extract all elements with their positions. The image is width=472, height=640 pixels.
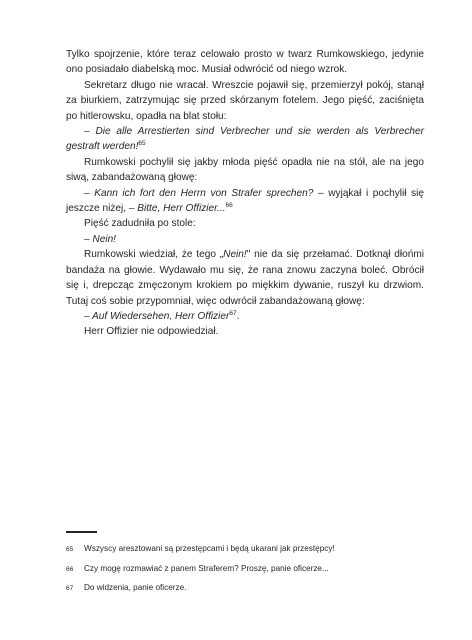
paragraph-4: Rumkowski pochylił się jakby młoda pięść opadła nie na stół, ale na jego siwą, zabandażowaną głowę:: [66, 156, 424, 184]
period: .: [236, 310, 240, 322]
paragraph-9: [66, 309, 424, 324]
narration-5: – wyjąkał i pochylił się jeszcze niżej,: [66, 187, 424, 215]
german-speech-1: – Die alle Arrestierten sind Verbrecher und sie werden als Verbrecher gestraft werden!: [66, 126, 424, 153]
footnote-number: 65: [66, 546, 74, 553]
paragraph-10: Herr Offizier nie odpowiedział.: [84, 326, 219, 338]
paragraph-2: Sekretarz długo nie wracał. Wreszcie pojawił się, przemierzył pokój, stanął za biurkiem, zatrzymując się przed skórzanym fotelem. Jego pięść, zaciśnięta po hitlerowsku, opadła na blat stołu:: [66, 79, 424, 122]
german-speech-2: – Kann ich fort den Herrn von Strafer sprechen?: [84, 187, 314, 199]
paragraph-8: [66, 247, 424, 309]
footnote-ref-65: 65: [138, 140, 146, 148]
footnote-text: Czy mogę rozmawiać z panem Straferem? Proszę, panie oficerze...: [84, 564, 329, 573]
main-text: [66, 47, 424, 340]
footnote-number: 66: [66, 566, 74, 573]
footnote-number: 67: [66, 585, 74, 592]
narration-8a: Rumkowski wiedział, że tego „: [84, 249, 224, 261]
footnote-text: Do widzenia, panie oficerze.: [84, 583, 187, 592]
paragraph-1: Tylko spojrzenie, które teraz celowało prosto w twarz Rumkowskiego, jedynie ono posiadało diabelską moc. Musiał odwrócić od niego wzrok.: [66, 49, 424, 76]
footnote-66: [66, 563, 426, 575]
paragraph-7: – Nein!: [84, 233, 116, 245]
paragraph-5: [66, 186, 424, 217]
footnote-separator: [66, 531, 97, 533]
paragraph-3: [66, 124, 424, 155]
footnote-ref-67: 67: [229, 309, 237, 317]
paragraph-6: Pięść zadudniła po stole:: [84, 218, 196, 230]
footnote-67: [66, 582, 426, 594]
footnote-65: [66, 543, 426, 555]
german-speech-3: – Bitte, Herr Offizier...: [128, 203, 226, 215]
footnote-text: Wszyscy aresztowani są przestępcami i będą ukarani jak przestępcy!: [84, 544, 335, 553]
footnote-ref-66: 66: [225, 202, 233, 210]
german-speech-4: – Auf Wiedersehen, Herr Offizier: [84, 310, 230, 322]
narration-8b: " nie da się przełamać. Dotknął dłońmi bandaża na głowie. Wydawało mu się, że rana znowu zaczyna boleć. Obrócił się i, drepcząc zmęczonym krokiem po miękkim dywanie, ruszył ku drzwiom. Tutaj coś sobie przypomniał, więc odwrócił zabandażowaną głowę:: [66, 249, 424, 307]
german-word-nein: Nein!: [223, 249, 247, 261]
